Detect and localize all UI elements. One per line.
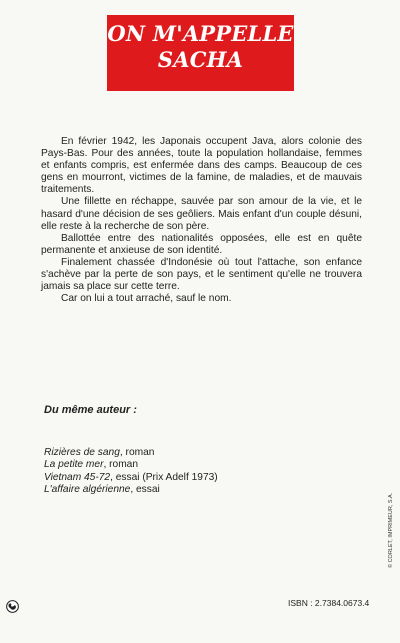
isbn-label: ISBN : 2.7384.0673.4 <box>288 598 370 608</box>
other-works-list <box>44 447 218 497</box>
list-item <box>44 447 218 459</box>
work-title: Vietnam 45-72 <box>44 471 111 483</box>
work-title: L'affaire algérienne <box>44 484 131 496</box>
blurb-paragraph: En février 1942, les Japonais occupent Java, alors colonie des Pays-Bas. Pour des années, toute la population hollandaise, femmes et enfants compris, est enfermée dans des camps. Beaucoup de ces gens en mourront, victimes de la famine, de maladies, et de mauvais traitements. <box>41 136 362 196</box>
title-box <box>107 15 294 91</box>
title-line-2: SACHA <box>157 47 244 72</box>
title-line-1: ON M'APPELLE <box>107 21 294 46</box>
blurb-paragraph: Ballottée entre des nationalités opposées, elle est en quête permanente et anxieuse de son identité. <box>41 232 362 256</box>
printer-credit: © CORLET, IMPRIMEUR, S.A. <box>388 492 394 568</box>
list-item <box>44 459 218 471</box>
blurb-paragraph: Finalement chassée d'Indonésie où tout l'attache, son enfance s'achève par la perte de son pays, et le sentiment qu'elle ne trouvera jamais sa place sur cette terre. <box>41 256 362 293</box>
other-works-heading: Du même auteur : <box>44 404 137 416</box>
list-item <box>44 484 218 496</box>
work-genre: , essai <box>130 484 160 496</box>
work-title: Rizières de sang <box>44 447 120 458</box>
blurb-paragraph: Une fillette en réchappe, sauvée par son amour de la vie, et le hasard d'une décision de ses geôliers. Mais enfant d'un couple désuni, elle reste à la recherche de son père. <box>41 196 362 232</box>
list-item <box>44 472 218 484</box>
blurb-text <box>41 136 362 305</box>
globe-icon <box>6 600 19 613</box>
work-title: La petite mer <box>44 459 104 471</box>
work-genre: , essai (Prix Adelf 1973) <box>110 471 218 483</box>
work-genre: , roman <box>103 459 139 471</box>
work-genre: , roman <box>119 447 155 458</box>
blurb-paragraph: Car on lui a tout arraché, sauf le nom. <box>61 293 232 305</box>
